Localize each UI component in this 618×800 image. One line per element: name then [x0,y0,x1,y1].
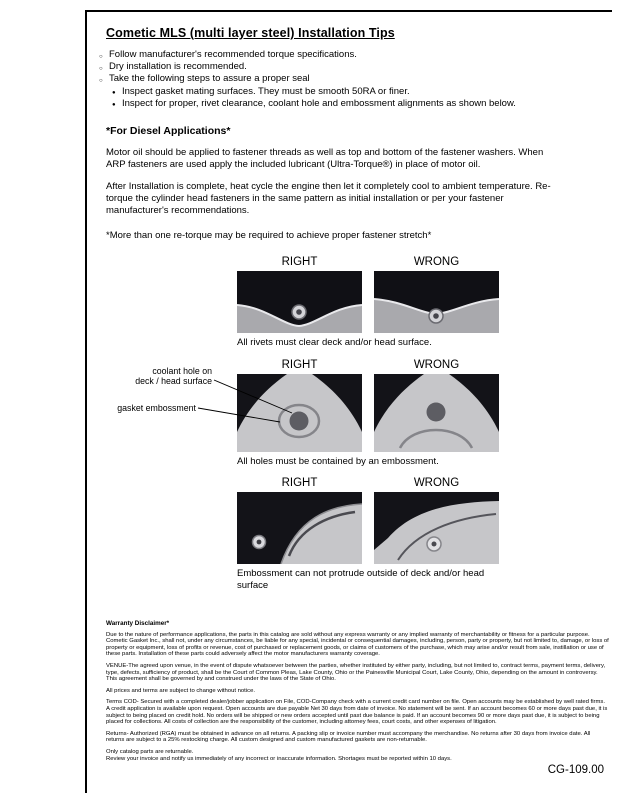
right-label: RIGHT [281,358,318,371]
right-wrong-labels [237,358,499,372]
page-frame [85,10,612,793]
wrong-label: WRONG [413,358,460,371]
right-wrong-labels [237,255,499,269]
warranty-paragraph: All prices and terms are subject to change without notice. [106,687,255,694]
coolant-hole-callout-line1: coolant hole on [152,365,212,376]
diagram-caption-embossment: Embossment can not protrude outside of deck and/or head surface [237,568,485,591]
warranty-paragraph: VENUE-The agreed upon venue, in the event of dispute whatsoever between the parties, whether instituted by either party, including, but not limited to, contract terms, payment terms, delivery, type, defects, sufficiency of product, shall be the Court of Common Pleas, Lake County, Ohio or the Painesville Municipal Court, Lake County, Ohio, depending on the amount in controversy. This agreement shall be governed by and construed under the laws of the State of Ohio. [106,662,606,683]
diagram-row-holes [117,358,499,468]
wrong-label: WRONG [413,477,460,490]
warranty-section [106,621,609,763]
diagrams-section [117,255,499,591]
gasket-embossment-callout: gasket embossment [117,402,196,413]
diagram-embossment-right-image [237,492,362,564]
diagram-rivets-wrong-image [374,271,499,333]
diagram-pair [237,271,499,333]
diesel-paragraph-2: After Installation is complete, heat cycle the engine then let it completely cool to ambient temperature. Re-torque the cylinder head fasteners in the same pattern as initial installation or per your fastener manufacturer's recommendations. [106,181,551,217]
right-label: RIGHT [281,256,318,269]
coolant-hole-callout-line2: deck / head surface [135,376,212,387]
tip-item: ○ Take the following steps to assure a proper seal [99,73,612,85]
warranty-paragraph: Due to the nature of performance applications, the parts in this catalog are sold without any express warranty or any implied warranty of merchantability or fitness for a particular purpose. Cometic Gasket Inc., shall not, under any circumstances, be liable for any special, incidental or consequential damages, including, person, party or property, but not limited to, damage, or loss of property or equipment, loss of profits or revenue, cost of purchased or replacement goods, or claims of customers of the purchase, which may arise and/or result from sale, instillation or use of these parts. Installation of these parts could adversely affect the motor manufacturers warranty coverage. [106,631,609,658]
diagram-holes-right-image [237,374,362,452]
diagram-rivets-right-image [237,271,362,333]
diagram-caption-rivets: All rivets must clear deck and/or head surface. [237,337,432,349]
diagram-caption-holes: All holes must be contained by an embossment. [237,455,439,467]
warranty-paragraph: Returns- Authorized (RGA) must be obtained in advance on all returns. A packing slip or invoice number must accompany the merchandise. No returns after 30 days from invoice date. All returns are subject to a 25% restocking charge. All custom designed and custom manufactured gaskets are non-returnable. [106,730,591,744]
installation-tips-list [99,49,612,110]
subtip-item: ● Inspect gasket mating surfaces. They must be smooth 50RA or finer. [112,86,612,98]
coolant-hole-callout [91,366,212,387]
diagram-row-embossment [237,476,499,591]
diagram-row-rivets [237,255,499,349]
diesel-paragraph-1: Motor oil should be applied to fastener threads as well as top and bottom of the fastener washers. When ARP fasteners are used apply the included lubricant (Ultra-Torque®) in place of motor oil. [106,147,544,171]
wrong-label: WRONG [413,256,460,269]
tip-item: ○ Dry installation is recommended. [99,61,612,73]
diesel-applications-heading: *For Diesel Applications* [106,125,231,138]
warranty-paragraph: Only catalog parts are returnable. [106,748,194,755]
right-wrong-labels [237,476,499,490]
diagram-pair [237,374,499,452]
warranty-paragraph: Review your invoice and notify us immediately of any incorrect or inaccurate information. Shortages must be reported within 10 days. [106,756,452,763]
installation-subtips-list [112,86,612,110]
warranty-paragraph: Terms COD- Secured with a completed dealer/jobber application on File, COD-Company check with a current credit card number on file. Open accounts may be established by well rated firms. A credit application is available upon request. Open accounts are due payable Net 30 days from date of invoice. No statement will be sent. If an account becomes 60 or more days past due, it is subject to being placed on credit hold. No orders will be shipped or new orders accepted until past due balance is paid. If an account becomes 90 or more days past due, it is subject to being placed for collections. All costs of collection are the responsibility of the customer, including attorney fees, court costs, and other expenses of litigation. [106,699,608,726]
page-title: Cometic MLS (multi layer steel) Installation Tips [106,26,395,40]
diagram-embossment-wrong-image [374,492,499,564]
right-label: RIGHT [281,477,318,490]
warranty-heading: Warranty Disclaimer* [106,620,170,628]
tip-item: ○ Follow manufacturer's recommended torque specifications. [99,49,612,61]
diagram-holes-wrong-image [374,374,499,452]
diagram-pair [237,492,499,564]
retorque-note: *More than one re-torque may be required to achieve proper fastener stretch* [106,230,432,242]
page-code: CG-109.00 [547,764,604,776]
subtip-item: ● Inspect for proper, rivet clearance, coolant hole and embossment alignments as shown below. [112,98,612,110]
